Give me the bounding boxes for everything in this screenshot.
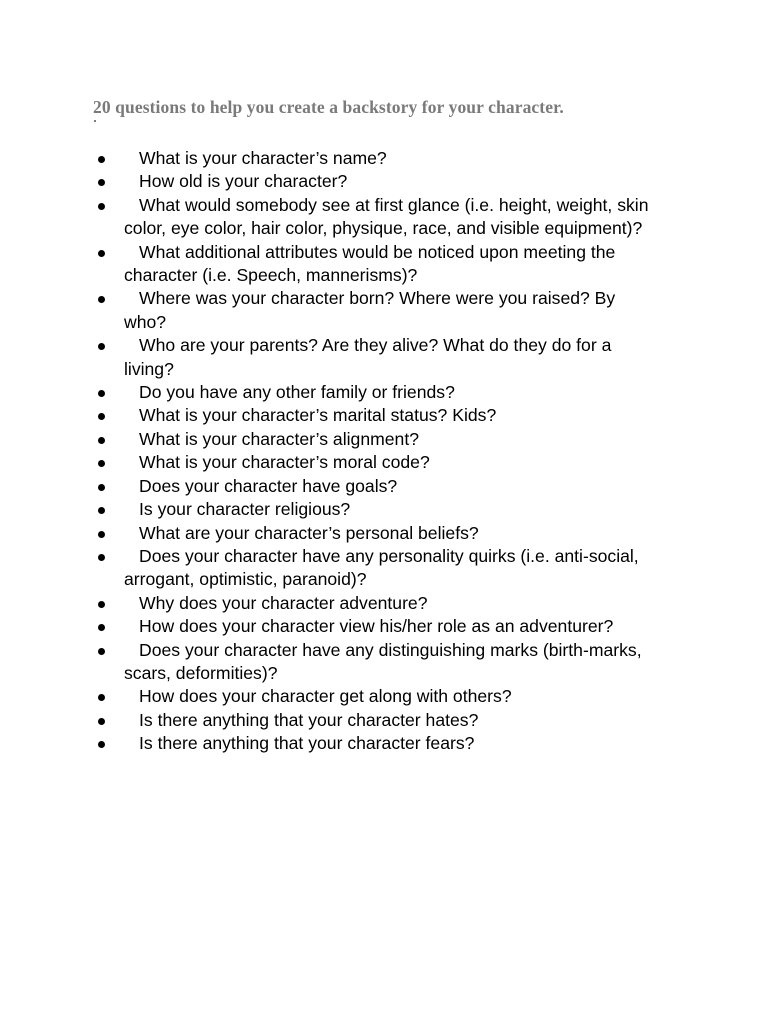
question-text: Why does your character adventure? xyxy=(139,592,428,613)
question-item xyxy=(98,404,658,427)
question-list xyxy=(98,147,658,756)
bullet-icon xyxy=(98,296,105,303)
question-item xyxy=(98,170,658,193)
question-text: Is your character religious? xyxy=(139,499,351,520)
bullet-icon xyxy=(98,741,105,748)
question-item xyxy=(98,475,658,498)
question-item xyxy=(98,639,658,686)
question-item xyxy=(98,709,658,732)
question-item xyxy=(98,732,658,755)
question-text: What is your character’s marital status? Kids? xyxy=(139,405,497,426)
bullet-icon xyxy=(98,624,105,631)
bullet-icon xyxy=(98,156,105,163)
question-item xyxy=(98,428,658,451)
question-item xyxy=(98,194,658,241)
question-item xyxy=(98,522,658,545)
stray-dot-mark xyxy=(94,120,96,122)
question-text: What is your character’s name? xyxy=(139,148,387,168)
bullet-icon xyxy=(98,601,105,608)
question-item xyxy=(98,545,658,592)
bullet-icon xyxy=(98,250,105,257)
question-item xyxy=(98,685,658,708)
question-text: Does your character have any personality quirks (i.e. anti-social, arrogant, optimistic, paranoid)? xyxy=(124,545,639,590)
question-item xyxy=(98,287,658,334)
question-item xyxy=(98,334,658,381)
question-text: Where was your character born? Where were you raised? By who? xyxy=(124,288,616,332)
question-text: What additional attributes would be noticed upon meeting the character (i.e. Speech, mannerisms)? xyxy=(124,241,616,286)
question-text: Who are your parents? Are they alive? What do they do for a living? xyxy=(124,335,612,379)
bullet-icon xyxy=(98,694,105,701)
bullet-icon xyxy=(98,343,105,350)
question-text: Do you have any other family or friends? xyxy=(139,382,455,403)
question-text: Does your character have goals? xyxy=(139,475,398,496)
bullet-icon xyxy=(98,179,105,186)
question-item xyxy=(98,498,658,521)
bullet-icon xyxy=(98,718,105,725)
question-text: Is there anything that your character hates? xyxy=(139,709,479,730)
question-text: What would somebody see at first glance (i.e. height, weight, skin color, eye color, hair color, physique, race, and visible equipment)? xyxy=(124,194,649,239)
bullet-icon xyxy=(98,484,105,491)
document-title: 20 questions to help you create a backstory for your character. xyxy=(93,97,564,117)
question-text: Does your character have any distinguishing marks (birth-marks, scars, deformities)? xyxy=(124,639,642,683)
question-item xyxy=(98,615,658,638)
bullet-icon xyxy=(98,507,105,514)
bullet-icon xyxy=(98,554,105,561)
question-text: What is your character’s moral code? xyxy=(139,452,430,473)
bullet-icon xyxy=(98,460,105,467)
bullet-icon xyxy=(98,203,105,210)
bullet-icon xyxy=(98,413,105,420)
question-item xyxy=(98,592,658,615)
bullet-icon xyxy=(98,437,105,444)
question-text: How old is your character? xyxy=(139,171,348,192)
question-item xyxy=(98,241,658,288)
bullet-icon xyxy=(98,531,105,538)
question-text: What is your character’s alignment? xyxy=(139,428,419,449)
question-text: How does your character get along with others? xyxy=(139,686,512,707)
question-text: Is there anything that your character fears? xyxy=(139,733,475,754)
bullet-icon xyxy=(98,390,105,397)
question-item xyxy=(98,147,658,170)
question-item xyxy=(98,451,658,474)
bullet-icon xyxy=(98,648,105,655)
question-item xyxy=(98,381,658,404)
question-text: What are your character’s personal beliefs? xyxy=(139,522,479,543)
question-text: How does your character view his/her role as an adventurer? xyxy=(139,616,614,637)
